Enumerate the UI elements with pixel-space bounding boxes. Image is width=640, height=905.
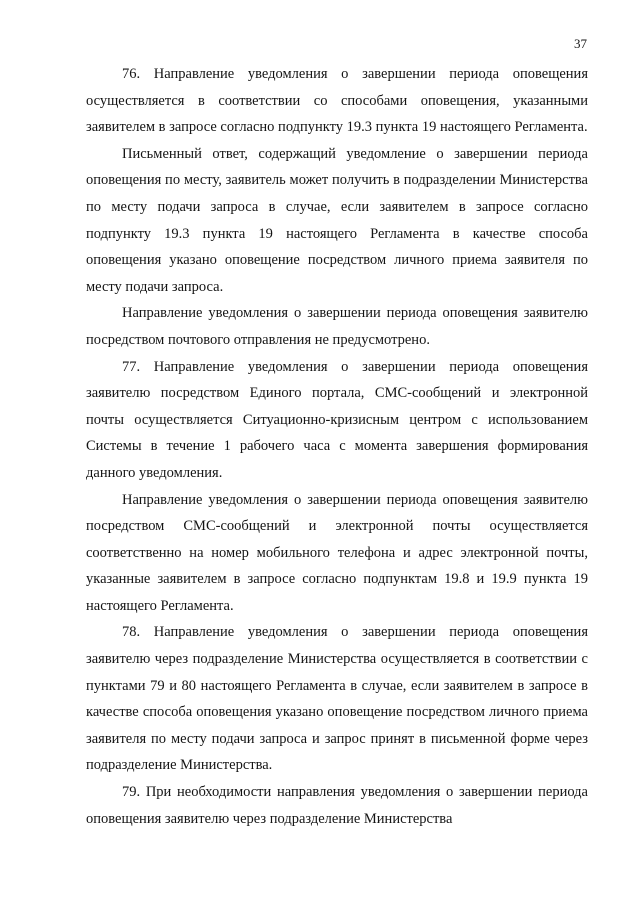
paragraph-78: 78. Направление уведомления о завершении периода оповещения заявителю через подразделение Министерства осуществляется в соответствии с пунктами 79 и 80 настоящего Регламента в случае, если заявителем в запросе в качестве способа оповещения указано оповещение посредством личного приема заявителя по месту подачи запроса и запрос принят в письменной форме через подразделение Министерства. (86, 624, 588, 774)
document-body (86, 61, 588, 832)
page-number: 37 (574, 36, 587, 51)
paragraph-79: 79. При необходимости направления уведомления о завершении периода оповещения заявителю через подразделение Министерства (86, 784, 588, 827)
paragraph-written-response: Письменный ответ, содержащий уведомление о завершении периода оповещения по месту, заявитель может получить в подразделении Министерства по месту подачи запроса в случае, если заявителем в запросе согласно подпункту 19.3 пункта 19 настоящего Регламента в качестве способа оповещения указано оповещение посредством личного приема заявителя по месту подачи запроса. (86, 145, 588, 295)
paragraph-sms-email: Направление уведомления о завершении периода оповещения заявителю посредством СМС-сообщений и электронной почты осуществляется соответственно на номер мобильного телефона и адрес электронной почты, указанные заявителем в запросе согласно подпунктам 19.8 и 19.9 пункта 19 настоящего Регламента. (86, 491, 588, 614)
paragraph-76: 76. Направление уведомления о завершении периода оповещения осуществляется в соответствии со способами оповещения, указанными заявителем в запросе согласно подпункту 19.3 пункта 19 настоящего Регламента. (86, 66, 588, 136)
paragraph-postal-not-provided: Направление уведомления о завершении периода оповещения заявителю посредством почтового отправления не предусмотрено. (86, 305, 588, 348)
paragraph-77: 77. Направление уведомления о завершении периода оповещения заявителю посредством Единого портала, СМС-сообщений и электронной почты осуществляется Ситуационно-кризисным центром с использованием Системы в течение 1 рабочего часа с момента завершения формирования данного уведомления. (86, 358, 588, 481)
